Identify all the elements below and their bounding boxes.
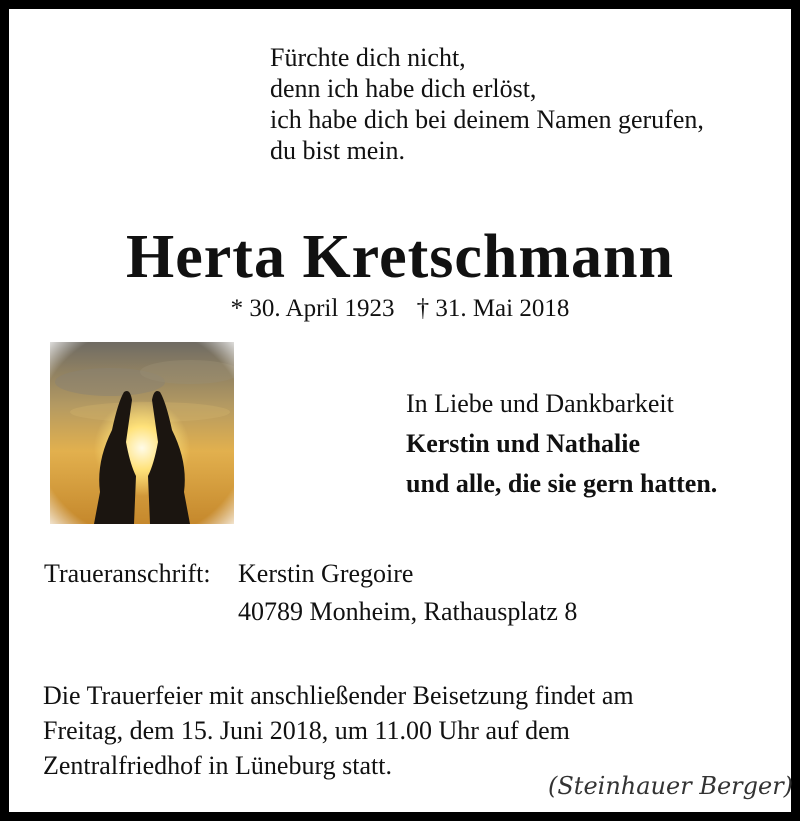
funeral-home-signature: (Steinhauer Berger)	[548, 772, 794, 800]
dedication	[406, 384, 717, 504]
funeral-notice	[43, 678, 634, 783]
verse-line: Fürchte dich nicht,	[270, 43, 466, 72]
verse-line: denn ich habe dich erlöst,	[270, 74, 537, 103]
notice-line: Die Trauerfeier mit anschließender Beisetzung findet am	[43, 681, 634, 710]
life-dates	[0, 295, 800, 323]
hands-sunset-image	[50, 342, 234, 524]
address-street: 40789 Monheim, Rathausplatz 8	[238, 597, 578, 626]
mourners-others: und alle, die sie gern hatten.	[406, 469, 718, 498]
notice-line: Freitag, dem 15. Juni 2018, um 11.00 Uhr auf dem	[43, 716, 570, 745]
notice-line: Zentralfriedhof in Lüneburg statt.	[43, 751, 392, 780]
dedication-line: In Liebe und Dankbarkeit	[406, 389, 674, 418]
verse-line: du bist mein.	[270, 136, 406, 165]
death-date: † 31. Mai 2018	[416, 295, 570, 322]
deceased-name: Herta Kretschmann	[126, 223, 674, 291]
bible-verse	[270, 42, 704, 166]
birth-date: * 30. April 1923	[230, 295, 395, 322]
address-label: Traueranschrift:	[44, 559, 211, 588]
mourners-names: Kerstin und Nathalie	[406, 429, 641, 458]
verse-line: ich habe dich bei deinem Namen gerufen,	[270, 105, 704, 134]
address-name: Kerstin Gregoire	[238, 559, 414, 588]
